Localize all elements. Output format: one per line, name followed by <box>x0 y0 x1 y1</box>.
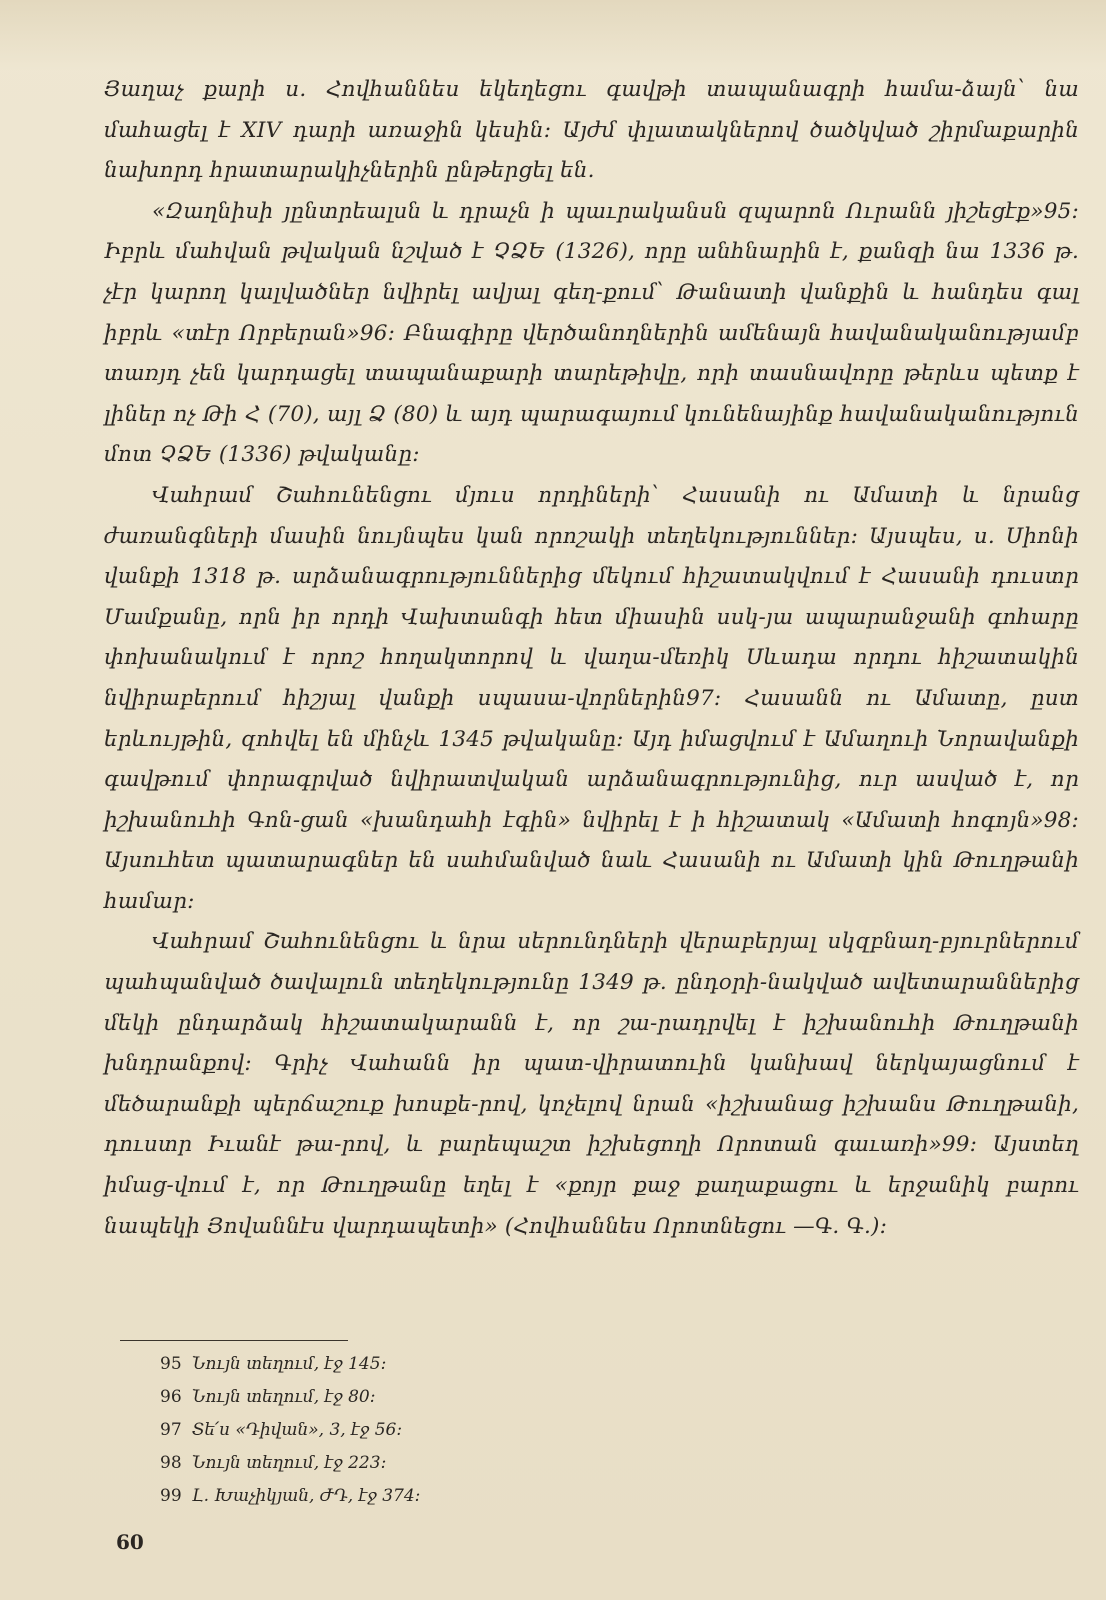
paragraph-3: Վահրամ Շահունենցու մյուս որդիների՝ Հասանի ու Ամատի և նրանց ժառանգների մասին նույնպես կան որոշակի տեղեկություններ։ Այսպես, ս. Սիոնի վանքի 1318 թ. արձանագրություններից մեկում հիշատակվում է Հասանի դուստր Մամքանը, որն իր որդի Վախտանգի հետ միասին սսկ-յա ապարանջանի գոհարը փոխանակում է որոշ հողակտորով և վաղա-մեռիկ Սևադա որդու հիշատակին նվիրաբերում հիշյալ վանքի սպասա-վորներին97։ Հասանն ու Ամատը, ըստ երևույթին, զոհվել են մինչև 1345 թվականը։ Այդ իմացվում է Ամաղուի Նորավանքի գավթում փորագրված նվիրատվական արձանագրությունից, ուր ասված է, որ իշխանուհի Գոն-ցան «խանդահի էգին» նվիրել է ի հիշատակ «Ամատի հոգոյն»98։ Այսուհետ պատարագներ են սահմանված նաև Հասանի ու Ամատի կին Թուղթանի համար։ <box>104 482 1079 914</box>
footnotes <box>160 1348 420 1513</box>
footnote-96 <box>160 1381 420 1414</box>
footnote-text: Նույն տեղում, էջ 80։ <box>192 1387 376 1407</box>
footnote-text: Լ. Խաչիկյան, ԺԴ, էջ 374։ <box>192 1486 421 1506</box>
footnote-number: 96 <box>160 1387 182 1407</box>
page-number: 60 <box>116 1530 144 1554</box>
footnote-99 <box>160 1480 420 1513</box>
footnote-95 <box>160 1348 420 1381</box>
main-text <box>104 70 1079 1247</box>
paragraph-2: «Զաղնիսի յընտրեալսն և դրաչն ի պաւրականսն զպարոն Ուրանն յիշեցէք»95։ Իբրև մահվան թվական նշված է ՉՁԵ (1326), որը անհնարին է, քանզի նա 1336 թ. չէր կարող կալվածներ նվիրել ավյալ գեղ-քում՝ Թանատի վանքին և հանդես գալ իբրև «տէր Որբերան»96։ Բնագիրը վերծանողներին ամենայն հավանականությամբ տառյդ չեն կարդացել տապանաքարի տարեթիվը, որի տասնավորը թերևս պետք է լիներ ոչ Թի Հ (70), այլ Ձ (80) և այդ պարագայում կունենայինք հավանականություն մոտ ՉՁԵ (1336) թվականը։ <box>104 198 1079 468</box>
footnote-number: 97 <box>160 1420 182 1440</box>
footnote-number: 98 <box>160 1453 182 1473</box>
footnote-text: Տե՛ս «Դիվան», 3, էջ 56։ <box>192 1420 403 1440</box>
paragraph-4: Վահրամ Շահունենցու և նրա սերունդների վերաբերյալ սկզբնաղ-բյուրներում պահպանված ծավալուն տեղեկությունը 1349 թ. ընդօրի-նակված ավետարաններից մեկի ընդարձակ հիշատակարանն է, որ շա-րադրվել է իշխանուհի Թուղթանի խնդրանքով։ Գրիչ Վահանն իր պատ-վիրատուին կանխավ ներկայացնում է մեծարանքի պերճաշուք խոսքե-րով, կոչելով նրան «իշխանաց իշխանս Թուղթանի, դուստր Իւանէ թա-րով, և բարեպաշտ իշխեցողի Որոտան գաւառի»99։ Այստեղ իմաց-վում է, որ Թուղթանը եղել է «քոյր քաջ քաղաքացու և երջանիկ բարու նապեկի Յովաննէս վարդապետի» (Հովհաննես Որոտնեցու —Գ. Գ.)։ <box>104 929 1079 1239</box>
footnote-number: 99 <box>160 1486 182 1506</box>
footnote-number: 95 <box>160 1354 182 1374</box>
footnote-98 <box>160 1447 420 1480</box>
footnote-separator <box>120 1340 348 1341</box>
footnote-text: Նույն տեղում, էջ 223։ <box>192 1453 387 1473</box>
footnote-text: Նույն տեղում, էջ 145։ <box>192 1354 387 1374</box>
footnote-97 <box>160 1414 420 1447</box>
paragraph-1: Յաղաչ քարի ս. Հովհաննես եկեղեցու գավթի տապանագրի համա-ձայն՝ նա մահացել է XIV դարի առաջին կեսին։ Այժմ փլատակներով ծածկված շիրմաքարին նախորդ հրատարակիչներին ընթերցել են. <box>104 77 1079 184</box>
